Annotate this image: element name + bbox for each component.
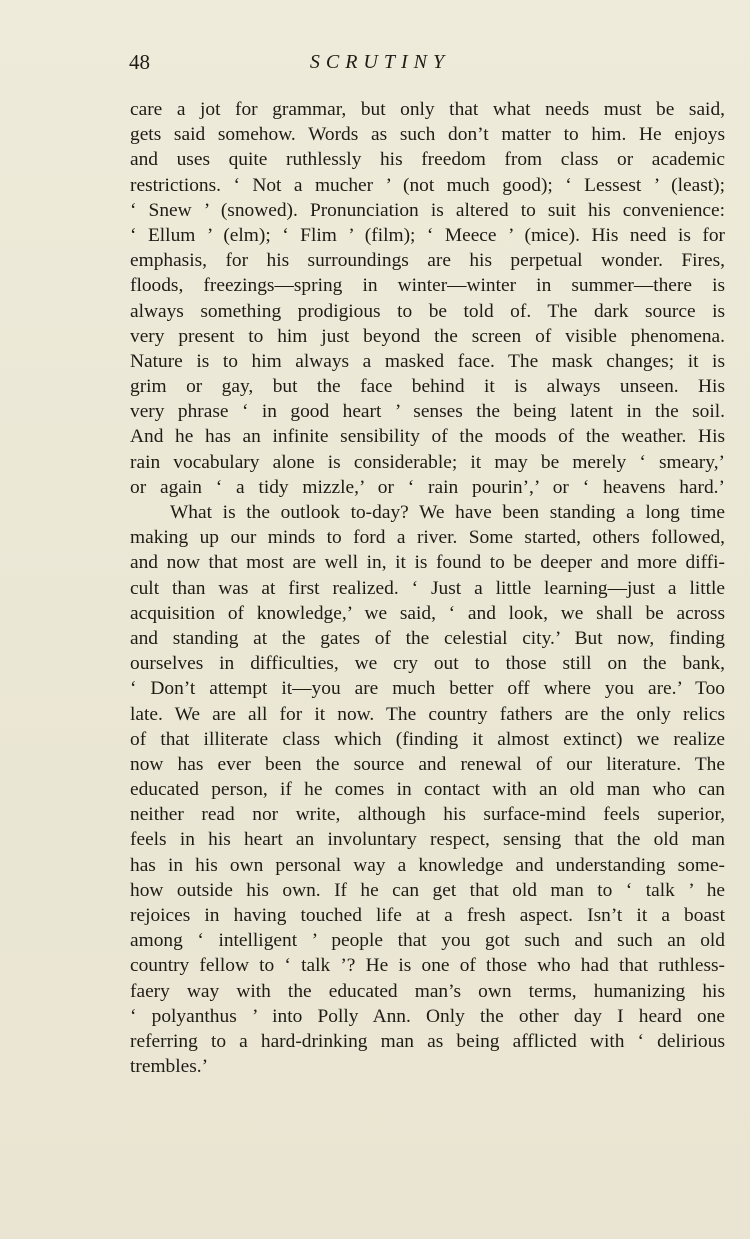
- text-line: And he has an infinite sensibility of the moods of the weather. His: [130, 426, 725, 448]
- text-line: educated person, if he comes in contact with an old man who can: [130, 779, 725, 801]
- text-line: and uses quite ruthlessly his freedom from class or academic: [130, 149, 725, 171]
- text-line: emphasis, for his surroundings are his perpetual wonder. Fires,: [130, 250, 725, 272]
- text-line: floods, freezings—spring in winter—winter in summer—there is: [130, 275, 725, 297]
- text-line: very present to him just beyond the screen of visible phenomena.: [130, 325, 725, 347]
- text-line: cult than was at first realized. ‘ Just a little learning—just a little: [130, 577, 725, 599]
- text-line: ‘ Ellum ’ (elm); ‘ Flim ’ (film); ‘ Meece ’ (mice). His need is for: [130, 224, 725, 246]
- text-line: grim or gay, but the face behind it is always unseen. His: [130, 376, 725, 398]
- text-line: acquisition of knowledge,’ we said, ‘ and look, we shall be across: [130, 602, 725, 624]
- text-line: ‘ Don’t attempt it—you are much better off where you are.’ Too: [130, 678, 725, 700]
- text-line: gets said somehow. Words as such don’t matter to him. He enjoys: [130, 124, 725, 146]
- paragraph-2: [130, 500, 725, 1079]
- text-line: now has ever been the source and renewal of our literature. The: [130, 753, 725, 775]
- running-head: [0, 48, 750, 76]
- text-line: What is the outlook to-day? We have been standing a long time: [170, 502, 725, 523]
- text-line: among ‘ intelligent ’ people that you got such and such an old: [130, 930, 725, 952]
- text-line: always something prodigious to be told of. The dark source is: [130, 300, 725, 322]
- text-line: and standing at the gates of the celestial city.’ But now, finding: [130, 627, 725, 649]
- text-line: making up our minds to ford a river. Some started, others followed,: [130, 527, 725, 549]
- text-line: late. We are all for it now. The country fathers are the only relics: [130, 703, 725, 725]
- text-line: ourselves in difficulties, we cry out to those still on the bank,: [130, 653, 725, 675]
- text-line: trembles.’: [130, 1056, 209, 1078]
- text-line: rejoices in having touched life at a fresh aspect. Isn’t it a boast: [130, 905, 725, 926]
- page-number: 48: [129, 50, 150, 74]
- text-line: care a jot for grammar, but only that what needs must be said,: [130, 99, 725, 120]
- body-text: [130, 97, 725, 1079]
- text-line: very phrase ‘ in good heart ’ senses the being latent in the soil.: [130, 401, 725, 423]
- text-line: ‘ polyanthus ’ into Polly Ann. Only the other day I heard one: [130, 1005, 725, 1027]
- text-line: of that illiterate class which (finding it almost extinct) we realize: [130, 728, 725, 750]
- text-line: has in his own personal way a knowledge and understanding some-: [130, 854, 725, 876]
- text-line: feels in his heart an involuntary respect, sensing that the old man: [130, 829, 725, 851]
- paragraph-1: [130, 97, 725, 500]
- text-line: country fellow to ‘ talk ’? He is one of those who had that ruthless-: [130, 955, 725, 977]
- running-title: SCRUTINY: [309, 51, 451, 73]
- text-line: and now that most are well in, it is found to be deeper and more diffi-: [130, 552, 725, 574]
- text-line: referring to a hard-drinking man as being afflicted with ‘ delirious: [130, 1030, 725, 1052]
- text-line: ‘ Snew ’ (snowed). Pronunciation is altered to suit his convenience:: [130, 199, 725, 221]
- text-line: rain vocabulary alone is considerable; it may be merely ‘ smeary,’: [130, 451, 725, 473]
- text-line: restrictions. ‘ Not a mucher ’ (not much good); ‘ Lessest ’ (least);: [130, 174, 725, 196]
- text-line: Nature is to him always a masked face. The mask changes; it is: [130, 350, 725, 372]
- text-line: how outside his own. If he can get that old man to ‘ talk ’ he: [130, 879, 725, 901]
- text-line: faery way with the educated man’s own terms, humanizing his: [130, 980, 725, 1002]
- text-line: or again ‘ a tidy mizzle,’ or ‘ rain pourin’,’ or ‘ heavens hard.’: [130, 476, 725, 498]
- text-line: neither read nor write, although his surface-mind feels superior,: [130, 804, 725, 826]
